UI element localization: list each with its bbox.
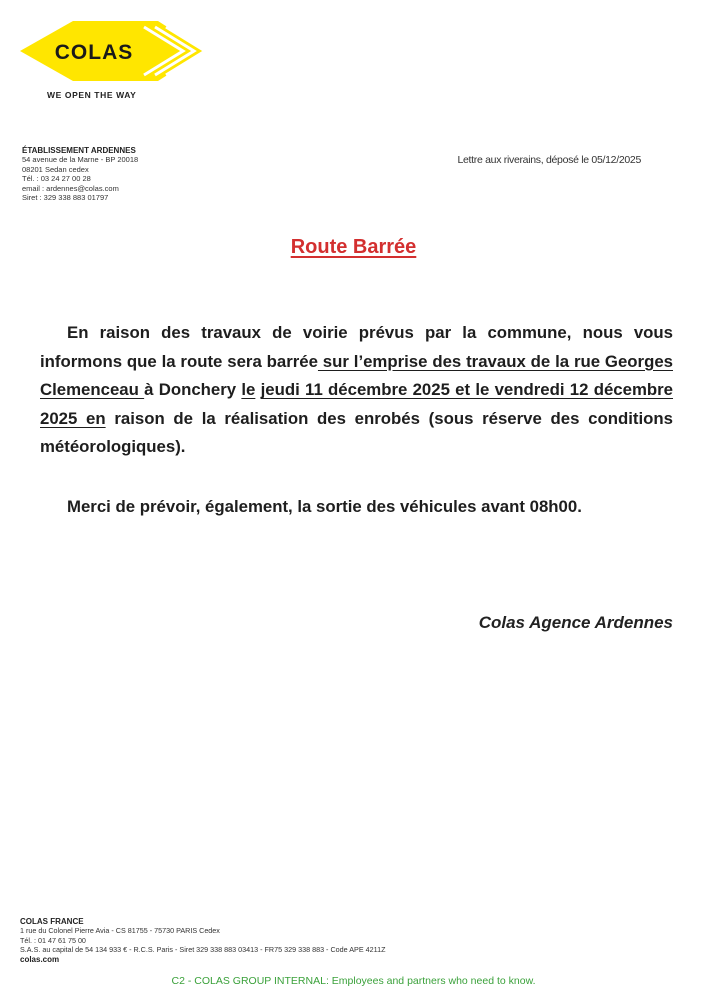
footer-website: colas.com bbox=[20, 954, 60, 964]
deposit-note: Lettre aux riverains, déposé le 05/12/2025 bbox=[457, 154, 641, 166]
phone-line: Tél. : 03 24 27 00 28 bbox=[22, 174, 91, 184]
footer-legal-line: S.A.S. au capital de 54 134 933 € - R.C.S. Paris - Siret 329 338 883 03413 - FR75 329 338 883 - Code APE 4211Z bbox=[20, 945, 386, 955]
street-underlined: sur l’emprise des travaux de la rue Georges Clemenceau bbox=[40, 351, 673, 399]
signature: Colas Agence Ardennes bbox=[478, 613, 673, 632]
logo-wordmark: COLAS bbox=[54, 41, 134, 64]
letter-paragraph-1 bbox=[40, 319, 673, 462]
sender-address-block bbox=[22, 146, 138, 202]
footer-address-line: 1 rue du Colonel Pierre Avia - CS 81755 - 75730 PARIS Cedex bbox=[20, 926, 220, 936]
email-line: email : ardennes@colas.com bbox=[22, 183, 119, 193]
paragraph-text: Merci de prévoir, également, la sortie des véhicules avant 08h00. bbox=[67, 497, 582, 516]
siret-line: Siret : 329 338 883 01797 bbox=[22, 193, 109, 203]
logo-tagline: WE OPEN THE WAY bbox=[47, 90, 137, 100]
establishment-name: ÉTABLISSEMENT ARDENNES bbox=[22, 146, 136, 155]
letter-title: Route Barrée bbox=[290, 236, 417, 258]
paragraph-text: raison de la réalisation des enrobés (sous réserve des conditions météorologiques). bbox=[40, 408, 673, 456]
paragraph-text: En raison des travaux de voirie prévus par la commune, nous vous informons que la route sera barrée bbox=[40, 323, 673, 371]
address-line: 54 avenue de la Marne - BP 20018 bbox=[22, 155, 139, 165]
dates-underlined: jeudi 11 décembre 2025 et le vendredi 12 décembre 2025 en bbox=[40, 380, 674, 428]
footer-company-name: COLAS FRANCE bbox=[20, 917, 84, 926]
letter-paragraph-2 bbox=[40, 493, 673, 522]
postal-line: 08201 Sedan cedex bbox=[22, 164, 89, 174]
date-prefix-underlined: le bbox=[241, 380, 256, 399]
colas-logo bbox=[20, 20, 205, 82]
paragraph-text: à Donchery bbox=[144, 380, 242, 399]
company-footer bbox=[20, 917, 385, 964]
footer-phone-line: Tél. : 01 47 61 75 00 bbox=[20, 935, 86, 945]
classification-banner: C2 - COLAS GROUP INTERNAL: Employees and partners who need to know. bbox=[171, 975, 536, 987]
